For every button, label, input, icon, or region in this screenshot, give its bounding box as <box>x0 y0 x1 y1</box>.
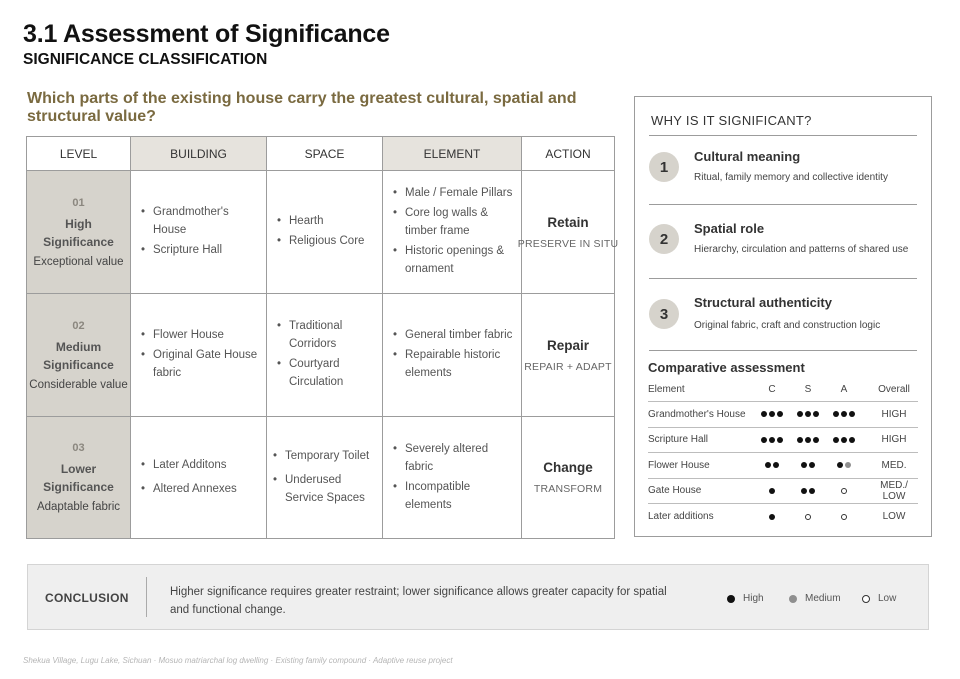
level-note: Adaptable fabric <box>36 501 121 513</box>
action-verb: Repair <box>546 337 590 353</box>
conclusion-bar <box>27 564 929 630</box>
high-dot-icon <box>797 411 803 417</box>
high-dot-icon <box>849 411 855 417</box>
action-cell <box>522 294 614 416</box>
level-note: Considerable value <box>29 378 128 391</box>
level-number: 03 <box>72 442 85 454</box>
building-cell <box>131 417 267 538</box>
list-item: • Scripture Hall <box>141 241 260 259</box>
high-dot-icon <box>777 437 783 443</box>
page-title: 3.1 Assessment of Significance <box>23 20 390 48</box>
divider <box>649 350 917 351</box>
low-dot-icon <box>805 514 811 520</box>
rating-a-cell <box>826 485 862 496</box>
high-dot-icon <box>761 411 767 417</box>
comparative-overall: MED./ LOW <box>880 479 908 502</box>
space-cell <box>267 171 383 293</box>
rating-a-cell <box>826 409 862 420</box>
divider <box>649 135 917 136</box>
reason-title: Spatial role <box>694 221 765 236</box>
rating-c-cell <box>754 460 790 471</box>
rating-c-cell <box>754 409 790 420</box>
high-dot-icon <box>841 437 847 443</box>
conclusion-label: CONCLUSION <box>45 591 129 605</box>
legend-label: Low <box>878 593 897 604</box>
footnote: Shekua Village, Lugu Lake, Sichuan · Mosuo matriarchal log dwelling · Existing family compound · Adaptive reuse project <box>23 656 453 665</box>
space-cell <box>267 417 383 538</box>
rating-s-cell <box>790 460 826 471</box>
comparative-element-name: Flower House <box>648 459 710 471</box>
list-item: • Grandmother's House <box>141 203 260 239</box>
comparative-row <box>648 504 918 530</box>
level-number: 01 <box>72 196 85 209</box>
high-dot-icon <box>769 411 775 417</box>
comparative-element-name: Gate House <box>648 485 702 497</box>
high-dot-icon <box>797 437 803 443</box>
legend-label: High <box>743 593 764 604</box>
low-dot-icon <box>862 595 870 603</box>
col-header-level: LEVEL <box>27 137 131 170</box>
list-item: • Repairable historic elements <box>393 346 515 382</box>
reason-number-badge: 3 <box>649 299 679 329</box>
rating-a-cell <box>826 511 862 522</box>
level-note: Exceptional value <box>33 255 124 268</box>
action-cell <box>522 417 614 538</box>
matrix-row-medium <box>27 294 614 417</box>
matrix-header-row <box>27 137 614 171</box>
high-dot-icon <box>813 411 819 417</box>
low-dot-icon <box>841 514 847 520</box>
action-detail: TRANSFORM <box>533 483 603 495</box>
comparative-overall: LOW <box>882 511 906 523</box>
level-cell <box>27 171 131 293</box>
rating-a-cell <box>826 434 862 445</box>
divider <box>649 204 917 205</box>
action-cell <box>517 171 619 293</box>
comparative-element-name: Grandmother's House <box>648 408 746 420</box>
reason-title: Structural authenticity <box>694 295 832 310</box>
guiding-question: Which parts of the existing house carry the greatest cultural, spatial and structural value? <box>27 90 577 125</box>
rating-s-cell <box>790 485 826 496</box>
high-dot-icon <box>801 462 807 468</box>
comp-header-element: Element <box>648 384 685 395</box>
comparative-row <box>648 428 918 454</box>
high-dot-icon <box>841 411 847 417</box>
rating-a-cell <box>826 460 862 471</box>
rating-c-cell <box>754 485 790 496</box>
rating-s-cell <box>790 434 826 445</box>
high-dot-icon <box>809 462 815 468</box>
element-cell <box>383 171 522 293</box>
comparative-header-row <box>648 378 918 402</box>
action-verb: Retain <box>547 214 589 230</box>
medium-dot-icon <box>789 595 797 603</box>
reason-number-badge: 2 <box>649 224 679 254</box>
comparative-overall: HIGH <box>881 408 907 420</box>
list-item: • Hearth <box>277 212 364 230</box>
comp-header-a: A <box>840 384 848 395</box>
high-dot-icon <box>813 437 819 443</box>
low-dot-icon <box>841 488 847 494</box>
building-cell <box>131 294 267 416</box>
high-dot-icon <box>773 462 779 468</box>
high-dot-icon <box>777 411 783 417</box>
comparative-overall: MED. <box>881 459 907 471</box>
legend-item-high <box>726 593 764 604</box>
rating-s-cell <box>790 409 826 420</box>
high-dot-icon <box>761 437 767 443</box>
legend-item-medium <box>788 593 841 604</box>
comparative-title: Comparative assessment <box>648 360 805 375</box>
legend-item-low <box>861 593 896 604</box>
element-cell <box>383 417 522 538</box>
high-dot-icon <box>833 411 839 417</box>
action-verb: Change <box>543 460 593 475</box>
high-dot-icon <box>769 488 775 494</box>
high-dot-icon <box>769 437 775 443</box>
comparative-table <box>648 378 918 530</box>
comp-header-s: S <box>804 384 812 395</box>
high-dot-icon <box>805 437 811 443</box>
panel-title: WHY IS IT SIGNIFICANT? <box>651 113 812 128</box>
col-header-action: ACTION <box>545 146 591 161</box>
high-dot-icon <box>805 411 811 417</box>
level-name: High Significance <box>43 216 114 249</box>
divider <box>146 577 147 617</box>
space-cell <box>267 294 383 416</box>
list-item: • Core log walls & timber frame <box>393 204 515 240</box>
col-header-building: BUILDING <box>131 137 267 170</box>
matrix-row-high <box>27 171 619 294</box>
comp-header-c: C <box>768 384 776 395</box>
high-dot-icon <box>833 437 839 443</box>
high-dot-icon <box>769 514 775 520</box>
matrix-row-lower <box>27 417 614 538</box>
conclusion-text: Higher significance requires greater restraint; lower significance allows greater capacity for spatial and functional change. <box>170 586 667 616</box>
high-dot-icon <box>837 462 843 468</box>
level-cell <box>27 417 131 538</box>
comparative-overall: HIGH <box>881 434 907 446</box>
medium-dot-icon <box>845 462 851 468</box>
list-item: • Historic openings & ornament <box>393 242 515 278</box>
list-item: • Male / Female Pillars <box>393 184 515 202</box>
comparative-row <box>648 402 918 428</box>
rating-s-cell <box>790 511 826 522</box>
comp-header-overall: Overall <box>878 384 910 395</box>
list-item: • Courtyard Circulation <box>277 355 376 391</box>
comparative-row <box>648 479 918 505</box>
high-dot-icon <box>727 595 735 603</box>
reason-description: Ritual, family memory and collective identity <box>694 172 888 183</box>
list-item: • General timber fabric <box>393 326 515 344</box>
comparative-row <box>648 453 918 479</box>
comparative-element-name: Scripture Hall <box>648 434 709 446</box>
divider <box>649 278 917 279</box>
list-item: • Altered Annexes <box>141 480 237 498</box>
list-item: • Temporary Toilet <box>273 447 376 465</box>
action-detail: PRESERVE IN SITU <box>517 237 619 250</box>
reason-number-badge: 1 <box>649 152 679 182</box>
list-item: • Underused Service Spaces <box>273 471 376 507</box>
list-item: • Religious Core <box>277 232 364 250</box>
high-dot-icon <box>809 488 815 494</box>
high-dot-icon <box>801 488 807 494</box>
col-header-space: SPACE <box>267 137 383 170</box>
comparative-element-name: Later additions <box>648 511 714 523</box>
reason-description: Hierarchy, circulation and patterns of shared use <box>694 244 909 255</box>
reason-description: Original fabric, craft and construction logic <box>694 320 881 331</box>
level-number: 02 <box>72 319 85 332</box>
rating-c-cell <box>754 434 790 445</box>
list-item: • Later Additons <box>141 456 237 474</box>
col-header-element: ELEMENT <box>383 137 522 170</box>
element-cell <box>383 294 522 416</box>
rating-c-cell <box>754 511 790 522</box>
significance-matrix <box>26 136 619 539</box>
action-detail: REPAIR + ADAPT <box>524 360 612 373</box>
list-item: • Original Gate House fabric <box>141 346 260 382</box>
reason-title: Cultural meaning <box>694 149 801 164</box>
significance-panel <box>634 96 932 537</box>
building-cell <box>131 171 267 293</box>
level-name: Lower Significance <box>43 462 114 494</box>
level-name: Medium Significance <box>43 339 114 372</box>
page-subtitle: SIGNIFICANCE CLASSIFICATION <box>23 51 268 68</box>
list-item: • Flower House <box>141 326 260 344</box>
high-dot-icon <box>765 462 771 468</box>
legend-label: Medium <box>805 593 841 604</box>
list-item: • Incompatible elements <box>393 478 515 514</box>
level-cell <box>27 294 131 416</box>
list-item: • Severely altered fabric <box>393 440 515 476</box>
high-dot-icon <box>849 437 855 443</box>
list-item: • Traditional Corridors <box>277 317 376 353</box>
